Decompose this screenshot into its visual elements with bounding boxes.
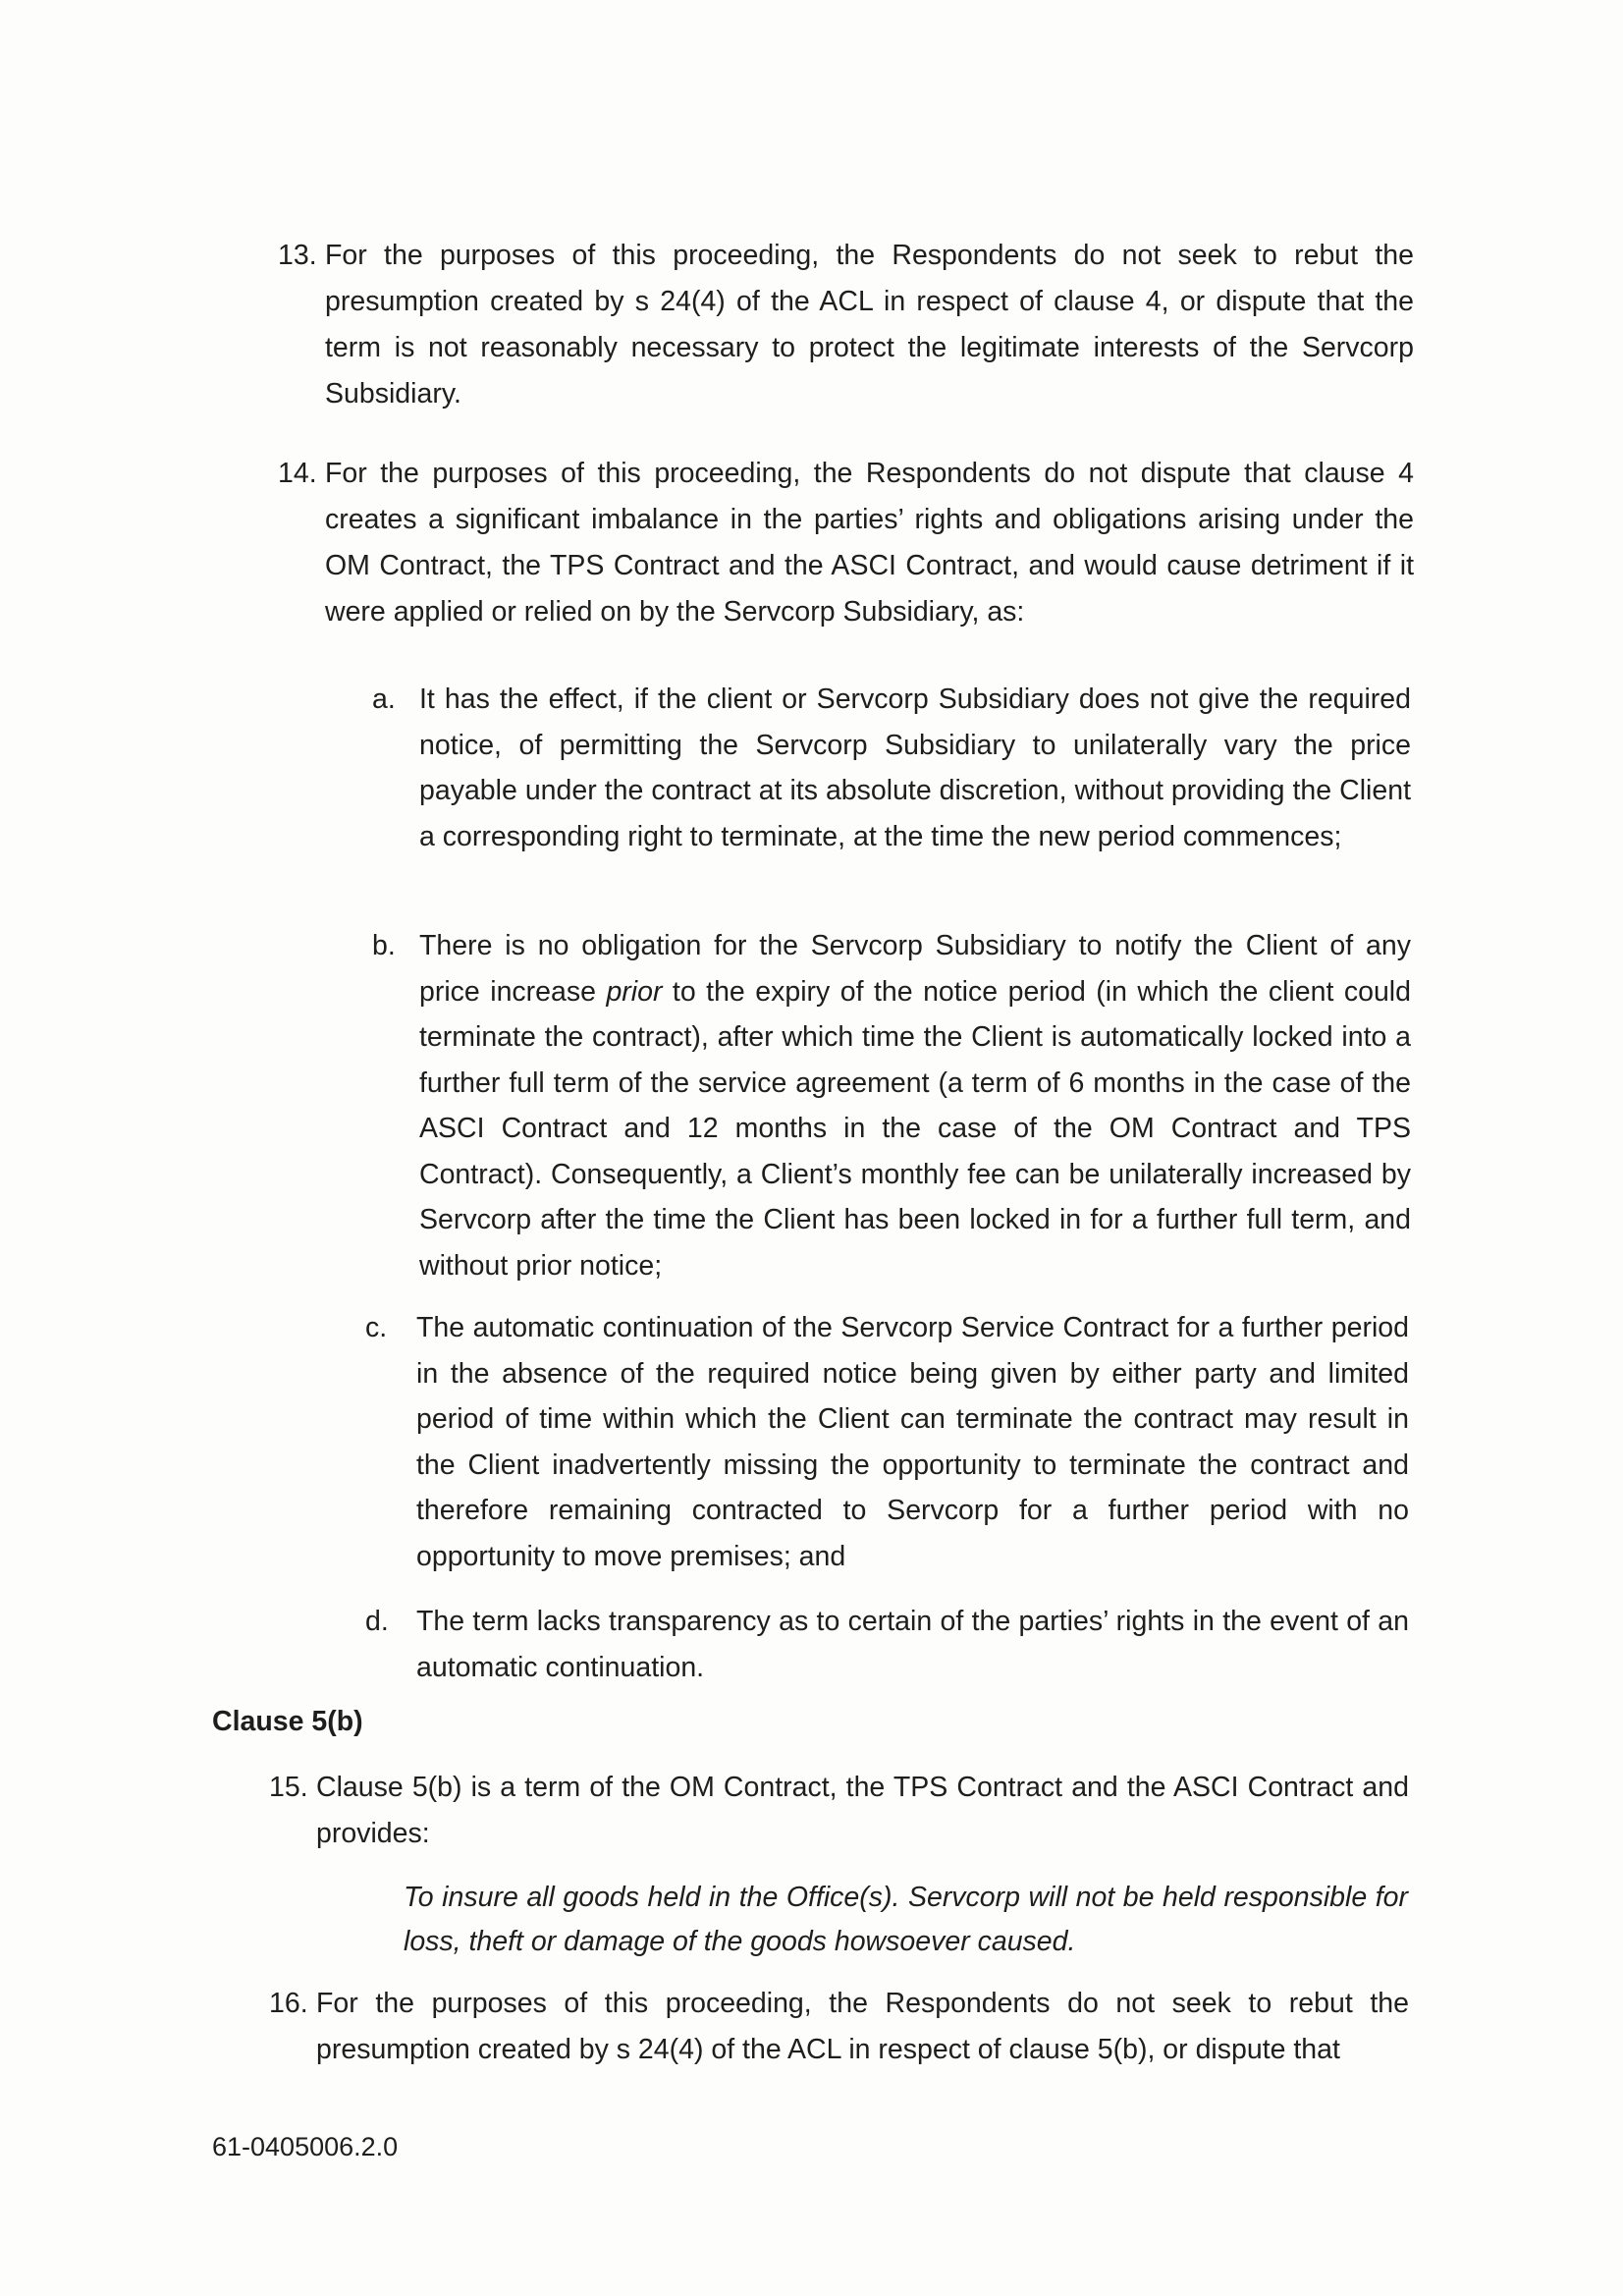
list-item-text: It has the effect, if the client or Servcorp Subsidiary does not give the required notice, of permitting the Servcorp Subsidiary to unilaterally vary the price payable under the contract at its absolute discretion, without providing the Client a corresponding right to terminate, at the time the new period commences; [419,683,1411,852]
list-item-text-after: to the expiry of the notice period (in which the client could terminate the contract), after which time the Client is automatically locked into a further full term of the service agreement (a term of 6 months in the case of the ASCI Contract and 12 months in the case of the OM Contract and TPS Contract). Consequently, a Client’s monthly fee can be unilaterally increased by Servcorp after the time the Client has been locked in for a further full term, and without prior notice; [419,975,1411,1282]
paragraph-text: For the purposes of this proceeding, the Respondents do not seek to rebut the presumption created by s 24(4) of the ACL in respect of clause 4, or dispute that the term is not reasonably necessary to protect the legitimate interests of the Servcorp Subsidiary. [325,240,1414,410]
paragraph-14 [278,451,1414,635]
list-item-letter: d. [365,1606,389,1637]
list-item-text: The term lacks transparency as to certain of the parties’ rights in the event of an automatic continuation. [416,1606,1409,1683]
list-item-text: The automatic continuation of the Servcorp Service Contract for a further period in the absence of the required notice being given by either party and limited period of time within which the Client can terminate the contract may result in the Client inadvertently missing the opportunity to terminate the contract and therefore remaining contracted to Servcorp for a further period with no opportunity to move premises; and [416,1312,1409,1572]
document-reference: 61-0405006.2.0 [212,2132,399,2161]
section-heading: Clause 5(b) [212,1706,363,1737]
list-item-c [365,1305,1409,1579]
list-item-d [365,1599,1409,1690]
paragraph-16 [269,1981,1409,2073]
list-item-a [372,677,1411,859]
block-quote: To insure all goods held in the Office(s). Servcorp will not be held responsible for loss, theft or damage of the goods howsoever caused. [404,1882,1408,1957]
paragraph-number: 15. [269,1772,308,1803]
paragraph-13 [278,233,1414,417]
paragraph-text: Clause 5(b) is a term of the OM Contract, the TPS Contract and the ASCI Contract and provides: [316,1772,1409,1849]
list-item-letter: c. [365,1312,388,1343]
list-item-letter: b. [372,930,396,961]
paragraph-number: 13. [278,240,317,271]
list-item-letter: a. [372,683,396,715]
paragraph-text: For the purposes of this proceeding, the Respondents do not seek to rebut the presumption created by s 24(4) of the ACL in respect of clause 5(b), or dispute that [316,1988,1409,2065]
paragraph-number: 16. [269,1988,308,2019]
paragraph-text: For the purposes of this proceeding, the Respondents do not dispute that clause 4 creates a significant imbalance in the parties’ rights and obligations arising under the OM Contract, the TPS Contract and the ASCI Contract, and would cause detriment if it were applied or relied on by the Servcorp Subsidiary, as: [325,458,1414,628]
list-item-text-before: There is no obligation for the Servcorp Subsidiary to notify the Client of any price increase [419,930,1411,1008]
paragraph-number: 14. [278,458,317,489]
list-item-emphasis: prior [606,975,663,1008]
paragraph-15 [269,1765,1409,1857]
list-item-b [372,923,1411,1288]
